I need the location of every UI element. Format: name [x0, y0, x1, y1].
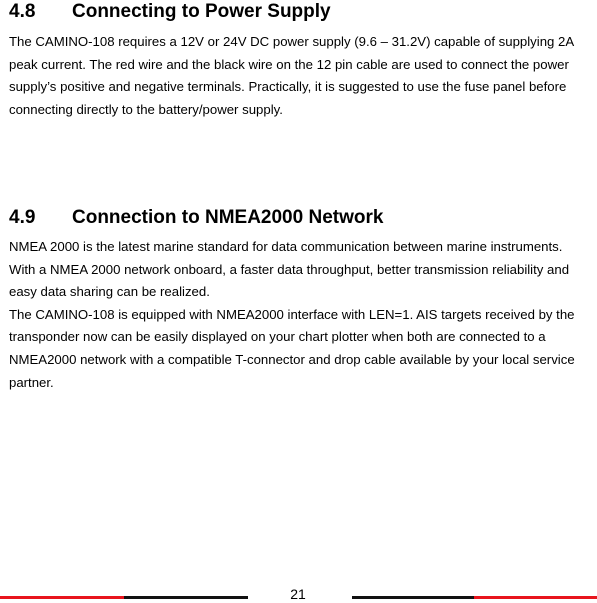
section-body-nmea2000: [9, 236, 591, 394]
section-power-supply: [9, 0, 591, 121]
section-body-power-supply: [9, 31, 591, 121]
section-heading-power-supply: [9, 0, 591, 24]
footer-bar-left-red: [0, 596, 124, 599]
section-title: Connecting to Power Supply: [72, 1, 331, 22]
section-number: 4.9: [9, 207, 36, 228]
section-heading-nmea2000: [9, 206, 591, 230]
section-title: Connection to NMEA2000 Network: [72, 207, 384, 228]
page-footer: [0, 585, 597, 603]
section-number: 4.8: [9, 1, 36, 22]
page-number: 21: [290, 586, 306, 602]
section-nmea2000: [9, 206, 591, 394]
paragraph-nmea2000-interface: The CAMINO-108 is equipped with NMEA2000 interface with LEN=1. AIS targets received by the transponder now can be easily displayed on your chart plotter when both are connected to a NMEA2000 network with a compatible T-connector and drop cable available by your local service partner.: [9, 306, 575, 390]
paragraph-nmea2000-intro: NMEA 2000 is the latest marine standard for data communication between marine instruments. With a NMEA 2000 network onboard, a faster data throughput, better transmission reliability and easy data sharing can be realized.: [9, 239, 570, 300]
footer-bar-left-black: [124, 596, 248, 599]
paragraph-power-supply: The CAMINO-108 requires a 12V or 24V DC power supply (9.6 – 31.2V) capable of supplying 2A peak current. The red wire and the black wire on the 12 pin cable are used to connect the power supply’s positive and negative terminals. Practically, it is suggested to use the fuse panel before connecting directly to the battery/power supply.: [9, 34, 574, 117]
footer-bar-right-black: [352, 596, 474, 599]
footer-bar-right-red: [474, 596, 597, 599]
